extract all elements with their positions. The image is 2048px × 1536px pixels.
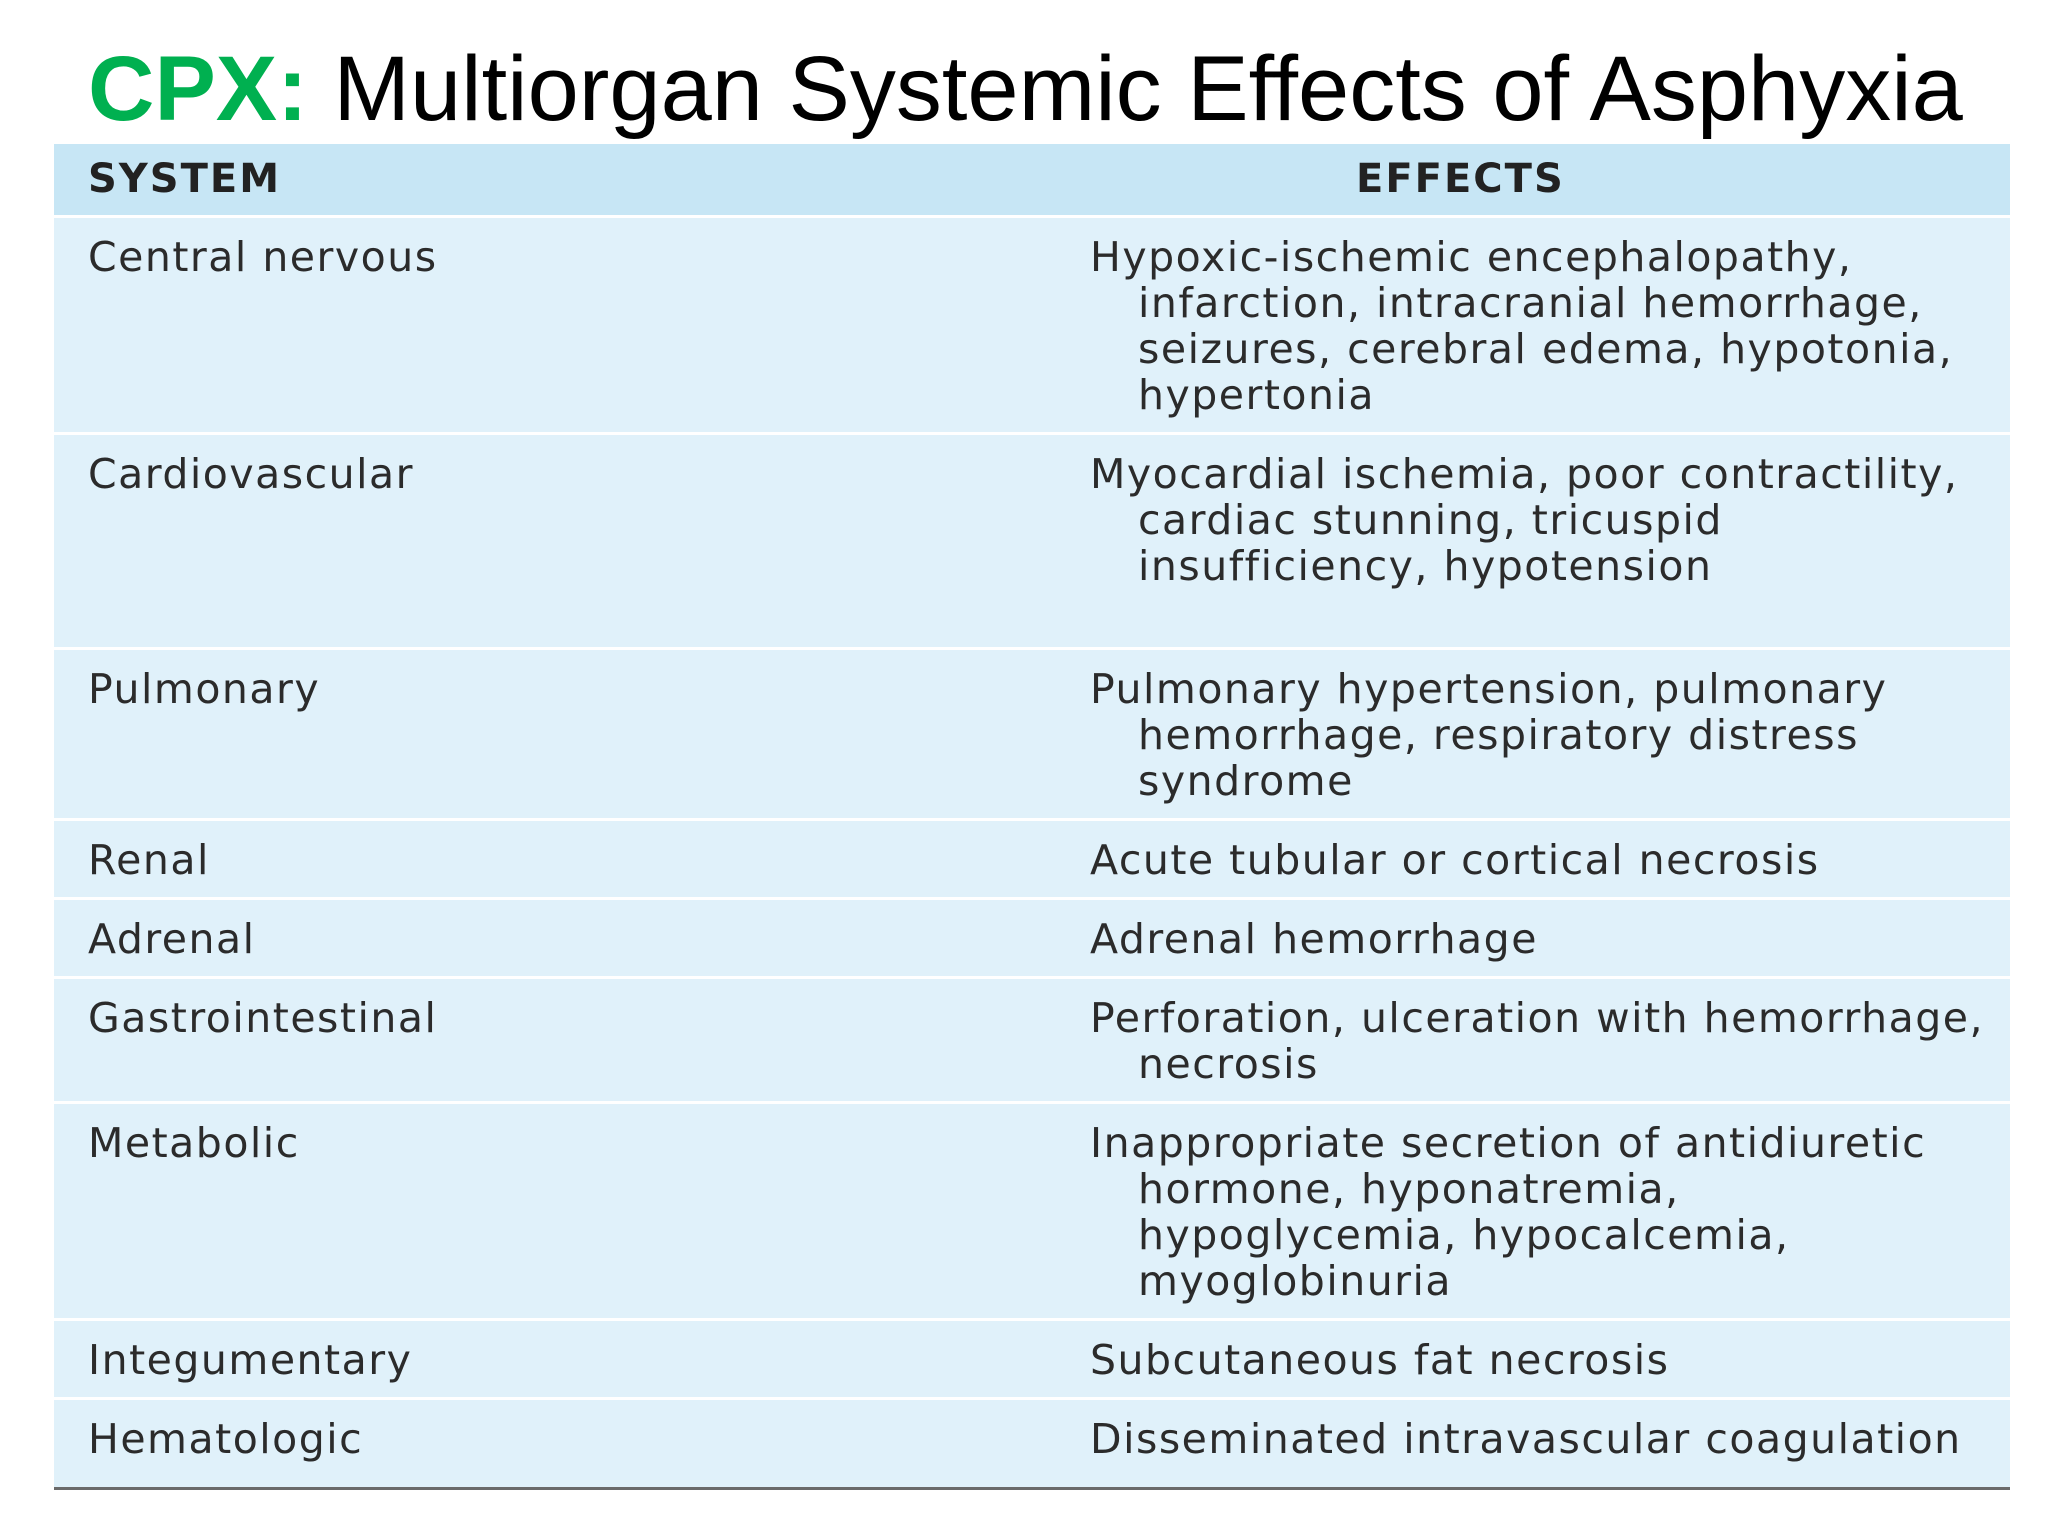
effects-text: Disseminated intravascular coagulation (1090, 1414, 1962, 1463)
effects-text: Pulmonary hypertension, pulmonary hemorrhage, respiratory distress syndrome (1090, 664, 1888, 805)
cell-effects (1028, 1398, 2010, 1487)
cell-effects (1028, 977, 2010, 1102)
title-text: Multiorgan Systemic Effects of Asphyxia (333, 38, 1963, 140)
cell-effects (1028, 1319, 2010, 1398)
effects-table-container (54, 144, 2010, 1490)
effects-text: Hypoxic-ischemic encephalopathy, infarction, intracranial hemorrhage, seizures, cerebral edema, hypotonia, hypertonia (1090, 232, 1954, 419)
table-row (54, 1398, 2010, 1487)
table-row (54, 1102, 2010, 1319)
cell-system: Hematologic (88, 1414, 364, 1463)
effects-table (54, 144, 2010, 1487)
cell-effects (1028, 898, 2010, 977)
cell-system: Renal (88, 835, 210, 884)
table-header-row (54, 144, 2010, 216)
cell-system: Gastrointestinal (88, 993, 438, 1042)
effects-text: Inappropriate secretion of antidiuretic hormone, hyponatremia, hypoglycemia, hypocalcemia, myoglobinuria (1090, 1118, 1927, 1305)
cell-effects (1028, 1102, 2010, 1319)
table-row (54, 819, 2010, 898)
effects-text: Acute tubular or cortical necrosis (1090, 835, 1820, 884)
table-row (54, 648, 2010, 819)
table-row (54, 1319, 2010, 1398)
cell-system: Metabolic (88, 1118, 300, 1167)
table-row (54, 433, 2010, 648)
header-system: SYSTEM (88, 156, 281, 203)
cell-effects (1028, 433, 2010, 648)
cell-effects (1028, 648, 2010, 819)
table-row (54, 898, 2010, 977)
cell-system: Adrenal (88, 914, 256, 963)
title-prefix: CPX: (88, 38, 308, 140)
header-effects: EFFECTS (1356, 156, 1565, 203)
table-row (54, 216, 2010, 433)
cell-system: Integumentary (88, 1335, 413, 1384)
slide-title (88, 34, 1963, 144)
cell-system: Central nervous (88, 232, 438, 281)
effects-text: Adrenal hemorrhage (1090, 914, 1538, 963)
effects-text: Myocardial ischemia, poor contractility, cardiac stunning, tricuspid insufficiency, hypotension (1090, 449, 1959, 590)
cell-system: Pulmonary (88, 664, 321, 713)
table-row (54, 977, 2010, 1102)
effects-text: Perforation, ulceration with hemorrhage, necrosis (1090, 993, 1985, 1088)
effects-text: Subcutaneous fat necrosis (1090, 1335, 1670, 1384)
cell-effects (1028, 216, 2010, 433)
cell-system: Cardiovascular (88, 449, 415, 498)
cell-effects (1028, 819, 2010, 898)
